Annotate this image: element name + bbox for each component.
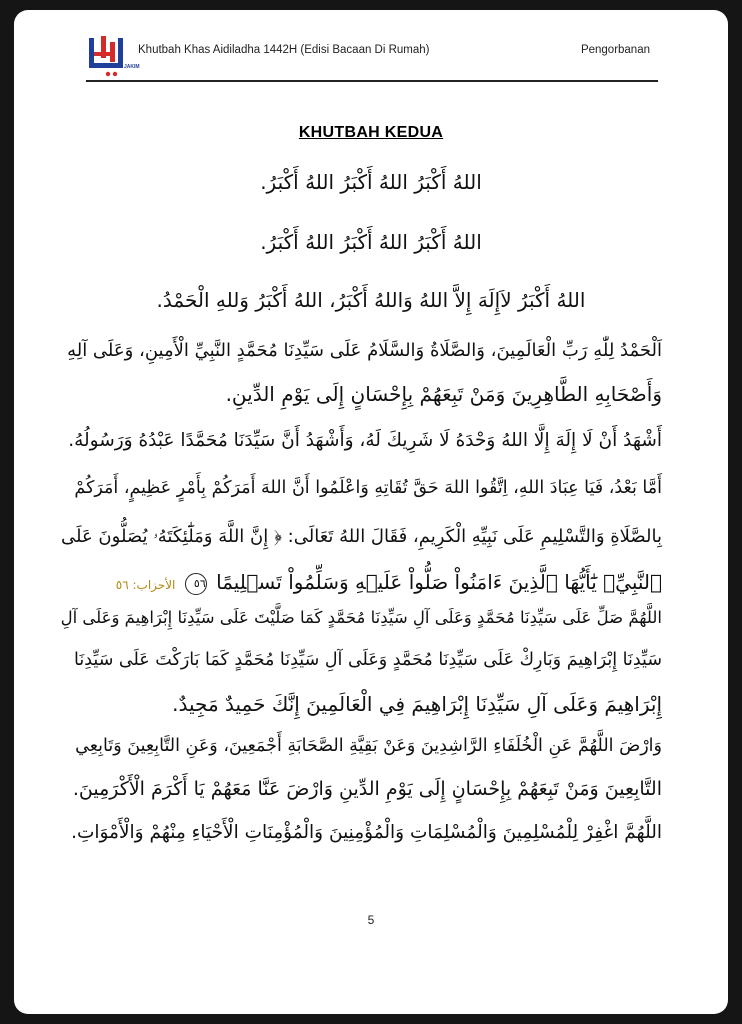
section-title: Pengorbanan [580,44,650,56]
svg-text:JAKIM: JAKIM [124,64,140,70]
text-line-2: وَأَصْحَابِهِ الطَّاهِرِينَ وَمَنْ تَبِعَهُمْ بِإِحْسَانٍ إِلَى يَوْمِ الدِّينِ. [225,382,662,406]
header-divider [86,80,658,82]
takbir-line-1: اللهُ أَكْبَرُ اللهُ أَكْبَرُ اللهُ أَكْبَرُ. [260,170,482,194]
document-title: Khutbah Khas Aidiladha 1442H (Edisi Bacaan Di Rumah) [138,44,430,56]
doa-line-3: اللَّهُمَّ اغْفِرْ لِلْمُسْلِمِينَ وَالْمُسْلِمَاتِ وَالْمُؤْمِنِينَ وَالْمُؤْمِنَاتِ الْأَحْيَاءِ مِنْهُمْ وَالْأَمْوَاتِ. [71,822,662,843]
quran-verse-line [62,570,662,595]
text-line-5: بِالصَّلَاةِ وَالتَّسْلِيمِ عَلَى نَبِيِّهِ الْكَرِيمِ، فَقَالَ اللهُ تَعَالَى: ﴿ إِنَّ اللَّهَ وَمَلَٰٓئِكَتَهُۥ يُصَلُّونَ عَلَى [61,526,662,547]
takbir-line-3: اللهُ أَكْبَرُ لاَإِلَهَ إِلاَّ اللهُ وَاللهُ أَكْبَرُ، اللهُ أَكْبَرُ وَللهِ الْحَمْدُ. [156,288,586,312]
quran-verse: ٱلنَّبِيِّۚ يَٰٓأَيُّهَا ٱلَّذِينَ ءَامَنُواْ صَلُّواْ عَلَيۡهِ وَسَلِّمُواْ تَسۡلِيمًا [216,570,662,594]
page-heading: KHUTBAH KEDUA [298,124,444,141]
page-header [14,10,728,90]
page-number: 5 [367,913,375,927]
ayat-number-marker: ٥٦ [185,573,207,595]
doa-line-1: وَارْضَ اللَّهُمَّ عَنِ الْخُلَفَاءِ الرَّاشِدِينَ وَعَنْ بَقِيَّةِ الصَّحَابَةِ أَجْمَعِينَ، وَعَنِ التَّابِعِينَ وَتَابِعِي [75,736,662,756]
text-line-4: أَمَّا بَعْدُ، فَيَا عِبَادَ اللهِ، اِتَّقُوا اللهَ حَقَّ تُقَاتِهِ وَاعْلَمُوا أَنَّ اللهَ أَمَرَكُمْ بِأَمْرٍ عَظِيمٍ، أَمَرَكُمْ [74,478,662,498]
text-line-3: أَشْهَدُ أَنْ لَا إِلَهَ إِلَّا اللهُ وَحْدَهُ لَا شَرِيكَ لَهُ، وَأَشْهَدُ أَنَّ سَيِّدَنَا مُحَمَّدًا عَبْدُهُ وَرَسُولُهُ. [68,430,662,451]
salawat-line-2: سَيِّدِنَا إِبْرَاهِيمَ وَبَارِكْ عَلَى سَيِّدِنَا مُحَمَّدٍ وَعَلَى آلِ سَيِّدِنَا مُحَمَّدٍ كَمَا بَارَكْتَ عَلَى سَيِّدِنَا [74,650,662,670]
text-line-1: اَلْحَمْدُ لِلّٰهِ رَبِّ الْعَالَمِينَ، وَالصَّلَاةُ وَالسَّلَامُ عَلَى سَيِّدِنَا مُحَمَّدٍ النَّبِيِّ الْأَمِينِ، وَعَلَى آلِهِ [67,340,662,361]
salawat-line-1: اللَّهُمَّ صَلِّ عَلَى سَيِّدِنَا مُحَمَّدٍ وَعَلَى آلِ سَيِّدِنَا مُحَمَّدٍ كَمَا صَلَّيْتَ عَلَى سَيِّدِنَا إِبْرَاهِيمَ وَعَلَى آلِ [60,608,662,627]
takbir-line-2: اللهُ أَكْبَرُ اللهُ أَكْبَرُ اللهُ أَكْبَرُ. [260,230,482,254]
document-page [14,10,728,1014]
jakim-logo [86,34,140,80]
salawat-line-3: إِبْرَاهِيمَ وَعَلَى آلِ سَيِّدِنَا إِبْرَاهِيمَ فِي الْعَالَمِينَ إِنَّكَ حَمِيدٌ مَجِيدٌ. [172,692,662,716]
doa-line-2: التَّابِعِينَ وَمَنْ تَبِعَهُمْ بِإِحْسَانٍ إِلَى يَوْمِ الدِّينِ وَارْضَ عَنَّا مَعَهُمْ يَا أَكْرَمَ الْأَكْرَمِينَ. [72,778,662,800]
surah-reference: الأحزاب: ٥٦ [115,578,176,592]
